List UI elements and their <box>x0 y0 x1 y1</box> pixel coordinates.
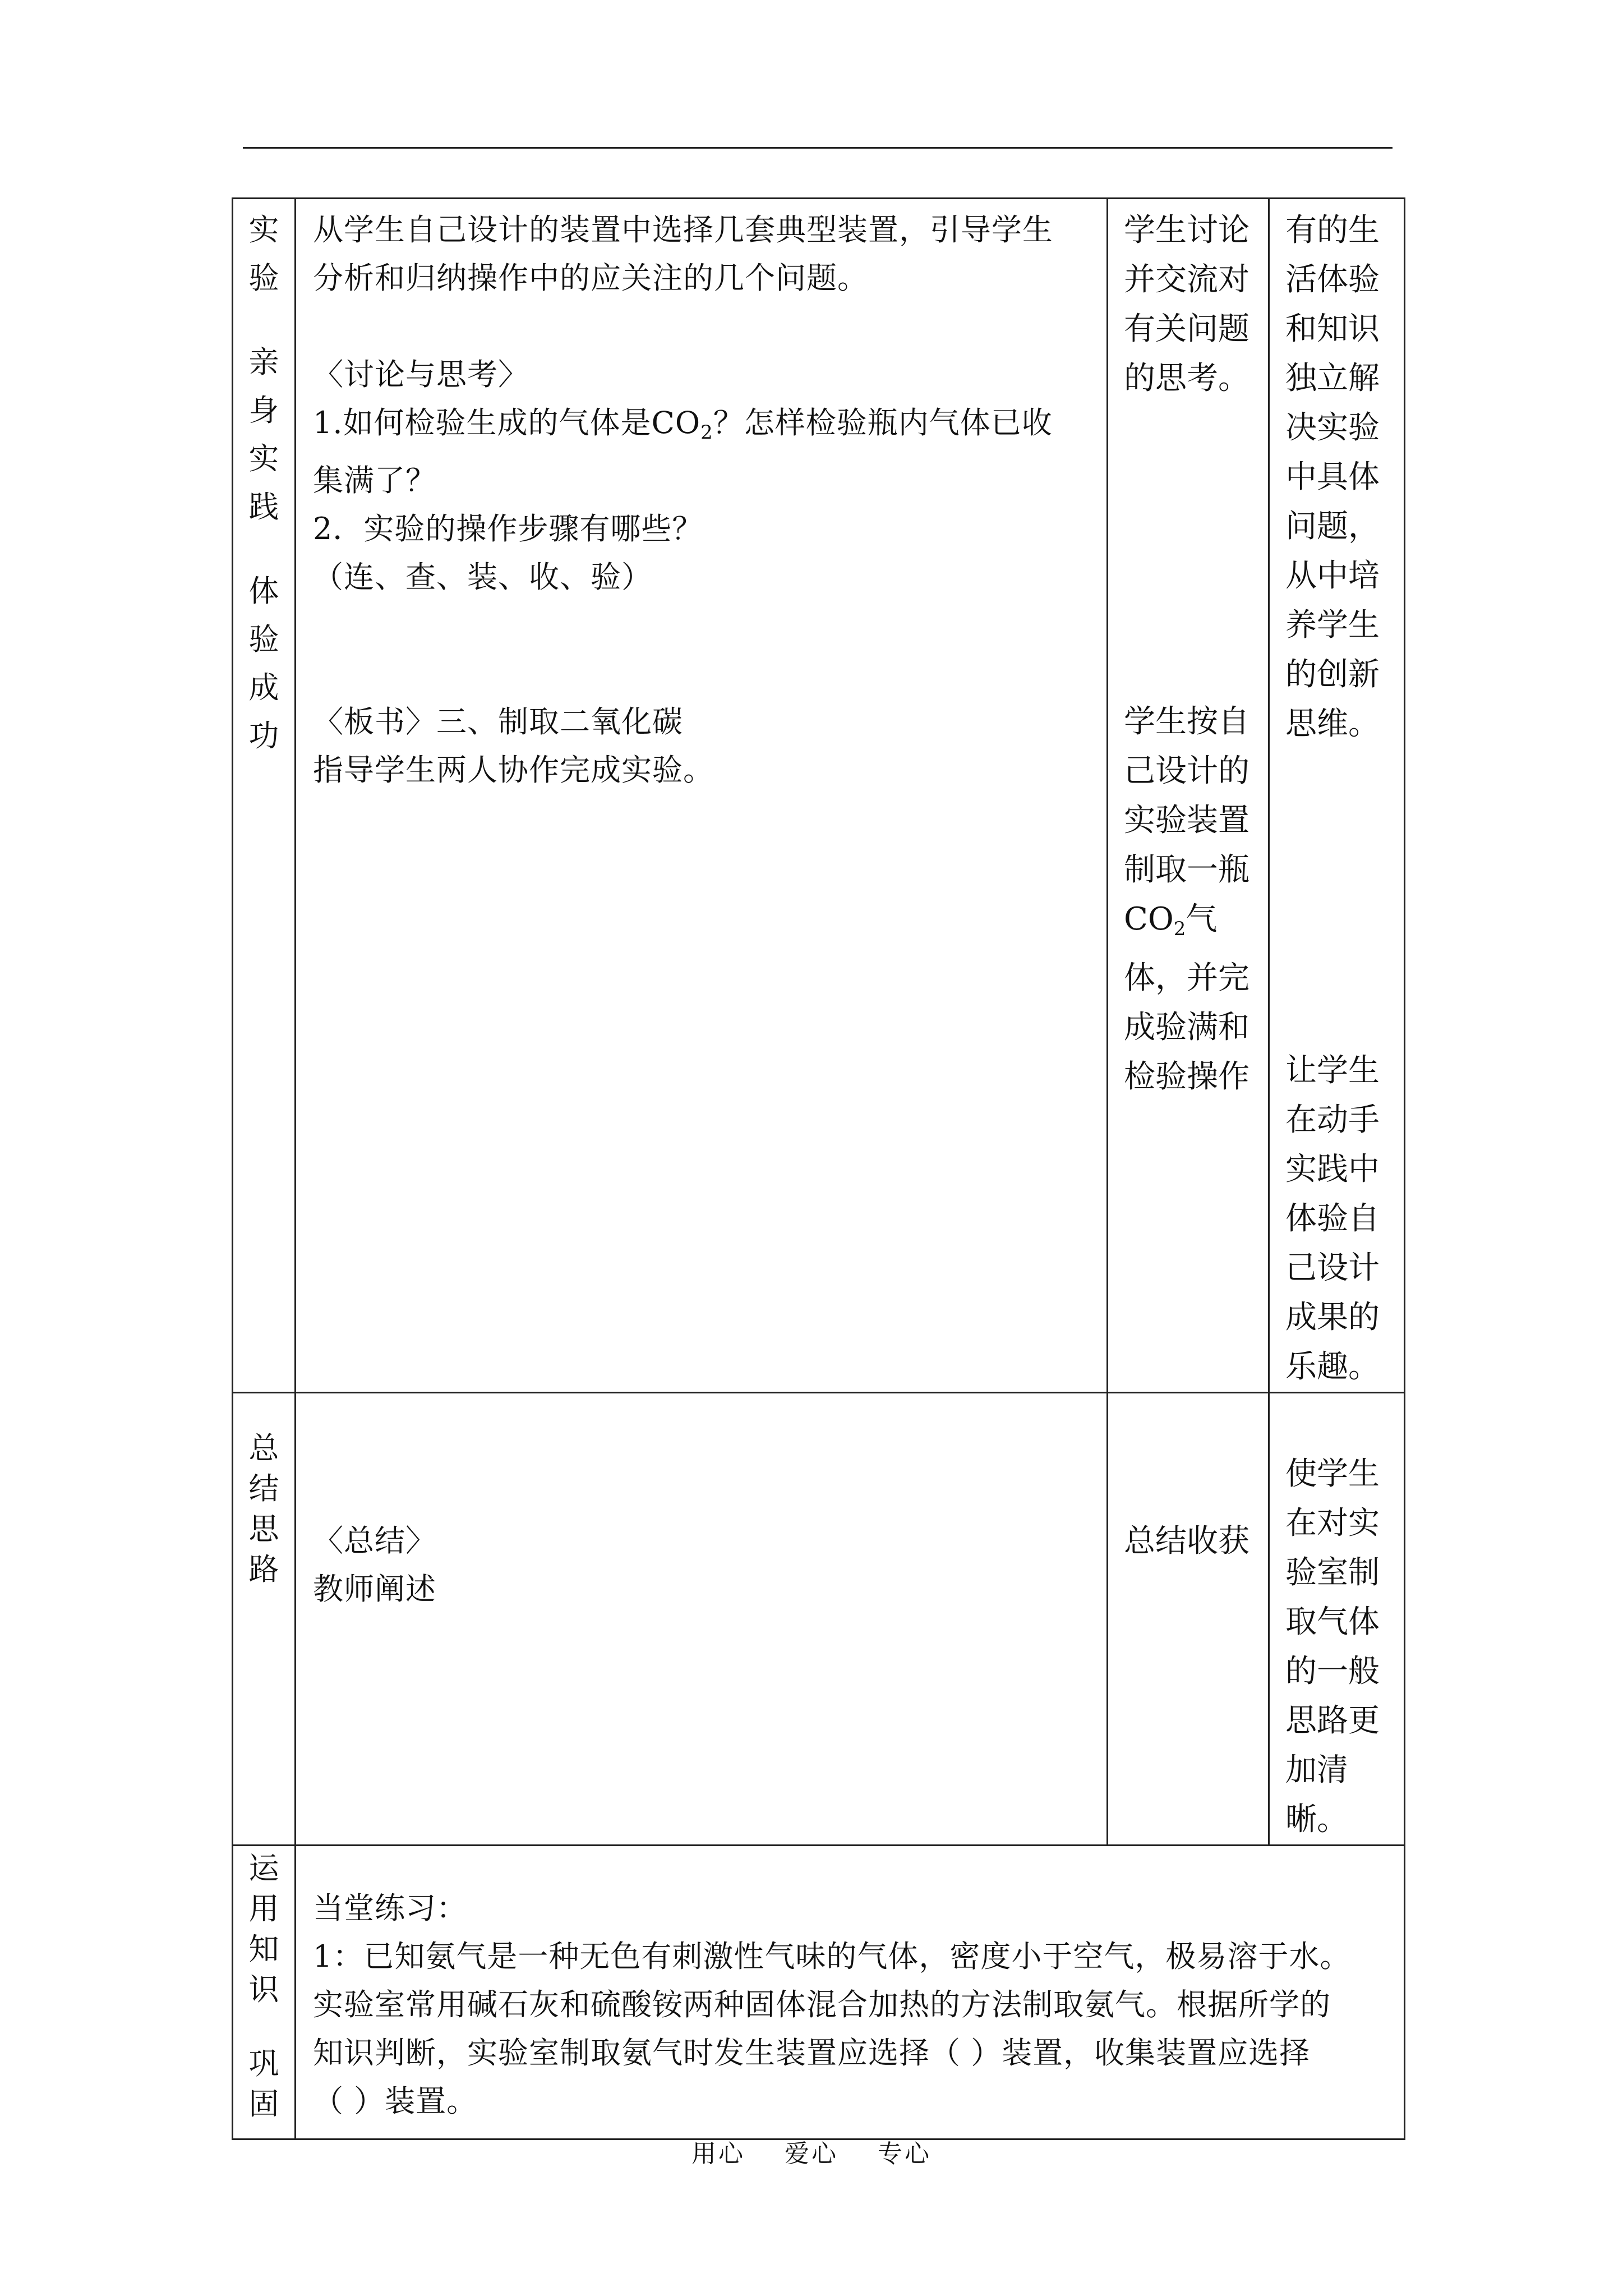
stage-char: 巩 <box>248 2046 279 2081</box>
stage-char: 成 <box>248 670 279 705</box>
design-intent-cell <box>1269 1393 1405 1846</box>
design-intent-cell <box>1269 199 1405 1393</box>
teacher-line: 集满了？ <box>313 463 436 498</box>
header-rule <box>243 147 1393 149</box>
stage-char: 践 <box>248 489 279 524</box>
stage-char: 验 <box>248 260 279 296</box>
stage-char: 实 <box>248 441 279 476</box>
footer-text: 爱心 <box>785 2139 838 2168</box>
practice-line: （ ）装置。 <box>313 2083 478 2119</box>
teacher-activity-cell <box>296 199 1108 1393</box>
stage-char: 验 <box>248 622 279 657</box>
teacher-activity-cell <box>296 1393 1108 1846</box>
stage-char: 固 <box>248 2086 279 2122</box>
student-activity-cell <box>1108 1393 1269 1846</box>
table-row-summary <box>233 1393 1405 1846</box>
intent-text: 让学生在动手实践中体验自己设计成果的乐趣。 <box>1285 1052 1380 1385</box>
stage-char: 身 <box>248 393 279 428</box>
teacher-line: 〈板书〉三、制取二氧化碳 <box>313 704 683 739</box>
practice-line: 知识判断，实验室制取氨气时发生装置应选择（ ）装置，收集装置应选择 <box>313 2035 1311 2070</box>
stage-char: 体 <box>248 573 279 609</box>
teacher-line: 教师阐述 <box>313 1571 436 1607</box>
stage-cell-summary <box>233 1393 296 1846</box>
stage-char: 思 <box>248 1511 279 1547</box>
stage-char: 结 <box>248 1471 279 1506</box>
stage-char: 运 <box>248 1851 279 1886</box>
intent-text: 使学生在对实验室制取气体的一般思路更加清晰。 <box>1285 1456 1380 1838</box>
teacher-line: 分析和归纳操作中的应关注的几个问题。 <box>313 260 868 296</box>
intent-text: 有的生活体验和知识独立解决实验中具体问题，从中培养学生的创新思维。 <box>1285 212 1380 742</box>
stage-char: 识 <box>248 1972 279 2007</box>
practice-content-cell <box>296 1846 1405 2139</box>
stage-char: 亲 <box>248 344 279 380</box>
teacher-line: 1.如何检验生成的气体是$CO_2$？怎样检验瓶内气体已收 <box>313 405 1053 444</box>
teacher-line: 〈讨论与思考〉 <box>313 357 529 392</box>
practice-line: 1：已知氨气是一种无色有刺激性气味的气体，密度小于空气，极易溶于水。 <box>313 1939 1351 1974</box>
teacher-line: 从学生自己设计的装置中选择几套典型装置，引导学生 <box>313 212 1053 247</box>
stage-char: 总 <box>248 1430 279 1466</box>
teacher-line: （连、查、装、收、验） <box>313 559 652 595</box>
teacher-line: 〈总结〉 <box>313 1523 436 1558</box>
footer-text: 用心 <box>691 2139 745 2168</box>
table-row-practice <box>233 1846 1405 2139</box>
teacher-line: 2．实验的操作步骤有哪些？ <box>313 511 703 546</box>
practice-line: 当堂练习： <box>313 1890 467 1926</box>
stage-char: 实 <box>248 212 279 247</box>
footer-text: 专心 <box>878 2139 932 2168</box>
table-row-experiment <box>233 199 1405 1393</box>
student-activity-cell <box>1108 199 1269 1393</box>
stage-char: 用 <box>248 1891 279 1926</box>
stage-char: 路 <box>248 1552 279 1587</box>
student-text: 学生按自己设计的实验装置制取一瓶$CO_2$气体，并完成验满和检验操作 <box>1124 703 1249 1095</box>
practice-line: 实验室常用碱石灰和硫酸铵两种固体混合加热的方法制取氨气。根据所学的 <box>313 1987 1331 2022</box>
stage-cell-experiment <box>233 199 296 1393</box>
page-footer <box>0 2133 1623 2169</box>
student-text: 学生讨论并交流对有关问题的思考。 <box>1124 212 1249 397</box>
stage-cell-practice <box>233 1846 296 2139</box>
teacher-line: 指导学生两人协作完成实验。 <box>313 752 714 788</box>
stage-char: 功 <box>248 718 279 753</box>
lesson-plan-table <box>232 197 1405 2140</box>
student-text: 总结收获 <box>1124 1523 1249 1559</box>
stage-char: 知 <box>248 1931 279 1967</box>
